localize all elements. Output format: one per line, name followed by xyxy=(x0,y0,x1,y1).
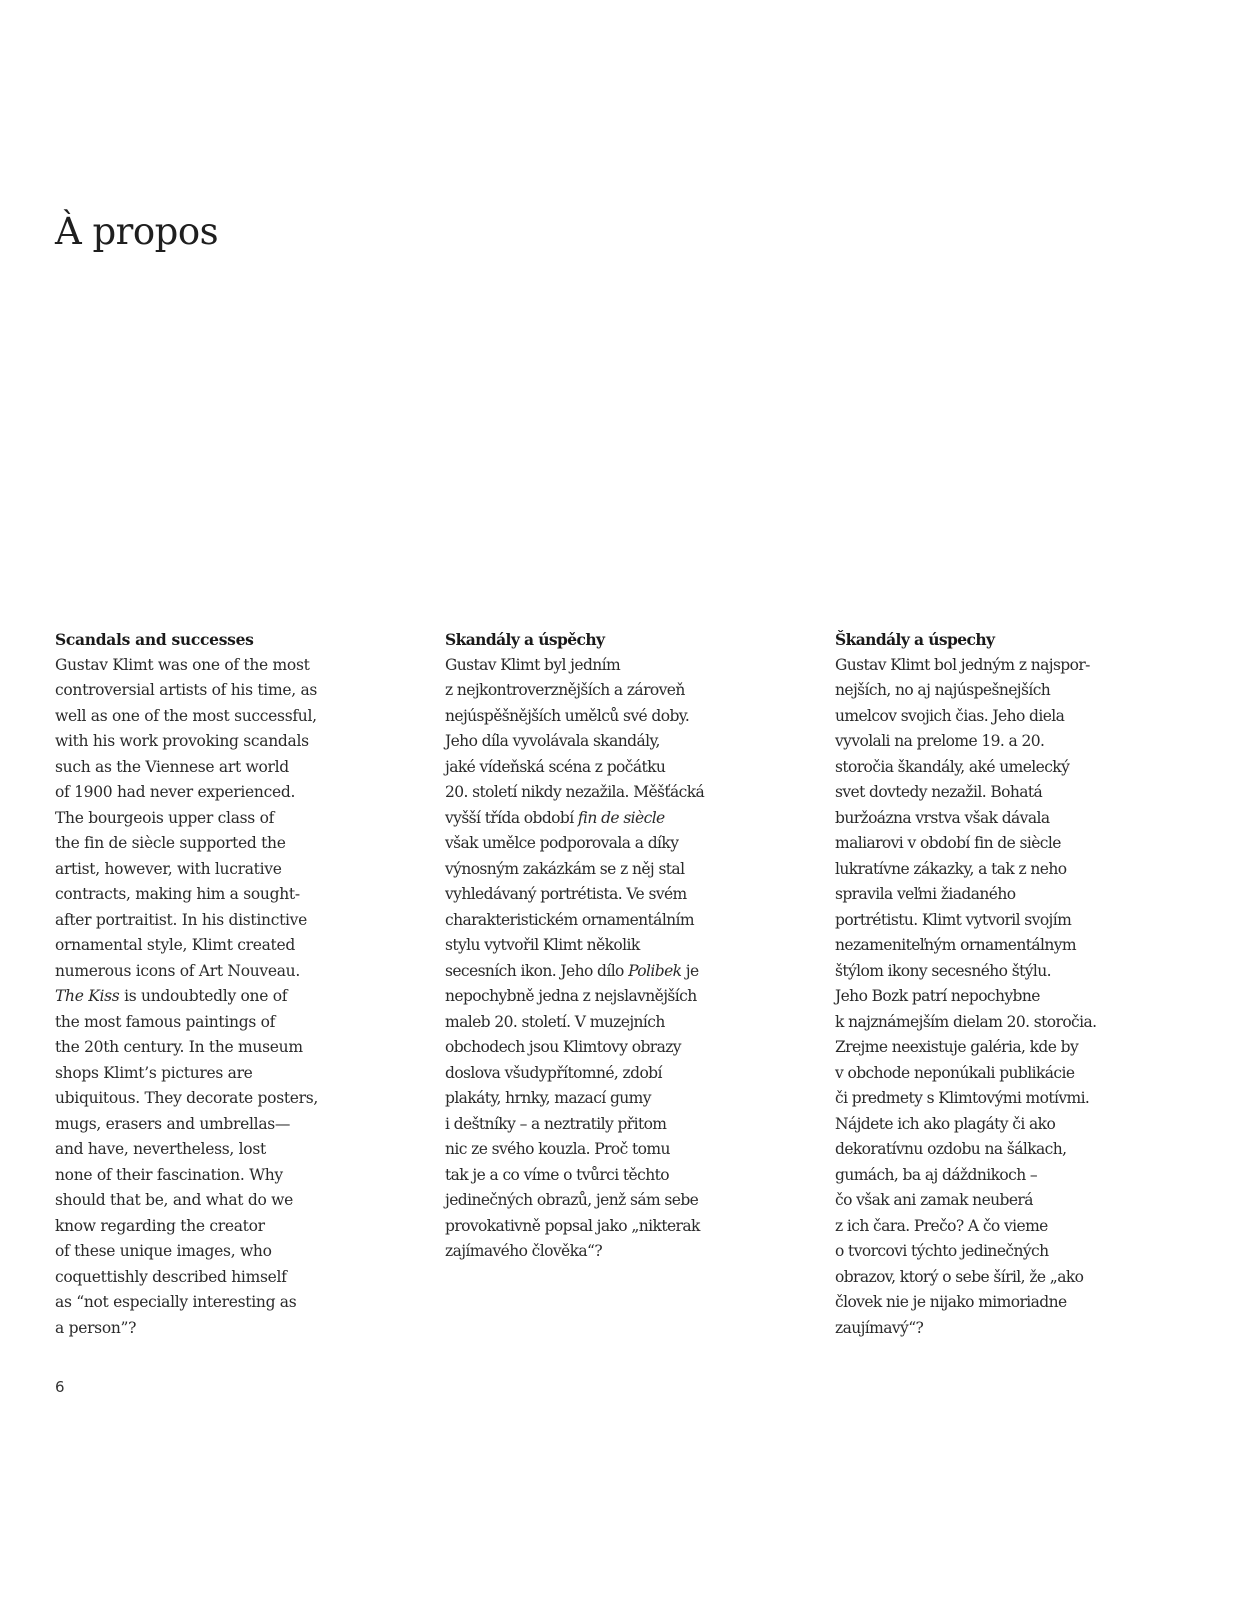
column-czech xyxy=(445,627,785,1265)
text-segment: know regarding the creator xyxy=(55,1216,265,1235)
text-segment: 20. století nikdy nezažila. Měšťácká xyxy=(445,783,705,801)
text-line xyxy=(835,882,1175,908)
text-segment: vyvolali na prelome 19. a 20. xyxy=(835,732,1045,750)
text-segment: the fin de siècle supported the xyxy=(55,834,286,852)
text-line xyxy=(445,1188,785,1214)
text-line xyxy=(55,1188,395,1214)
text-line xyxy=(445,1137,785,1163)
text-segment: after portraitist. In his distinctive xyxy=(55,910,307,929)
text-segment: štýlom ikony secesného štýlu. xyxy=(835,961,1051,980)
text-segment: zaujímavý“? xyxy=(835,1318,924,1337)
text-segment: plakáty, hrnky, mazací gumy xyxy=(445,1089,651,1107)
text-line xyxy=(55,1137,395,1163)
text-segment: o tvorcovi týchto jedinečných xyxy=(835,1242,1049,1260)
text-segment: tak je a co víme o tvůrci těchto xyxy=(445,1165,669,1184)
text-segment: the 20th century. In the museum xyxy=(55,1038,303,1056)
text-segment: coquettishly described himself xyxy=(55,1267,287,1286)
text-line xyxy=(445,1239,785,1265)
text-line xyxy=(835,678,1175,704)
text-line xyxy=(445,1035,785,1061)
text-line xyxy=(835,959,1175,985)
text-line xyxy=(445,882,785,908)
text-segment: controversial artists of his time, as xyxy=(55,681,318,699)
text-line xyxy=(55,933,395,959)
text-segment: portrétistu. Klimt vytvoril svojím xyxy=(835,910,1072,929)
text-segment: contracts, making him a sought- xyxy=(55,885,300,903)
text-line xyxy=(55,1239,395,1265)
text-line xyxy=(835,1239,1175,1265)
text-line xyxy=(445,984,785,1010)
text-segment: nejúspěšnějších umělců své doby. xyxy=(445,706,690,725)
text-line xyxy=(55,729,395,755)
text-segment: with his work provoking scandals xyxy=(55,732,309,750)
text-segment: Jeho díla vyvolávala skandály, xyxy=(445,732,660,750)
text-segment: shops Klimt’s pictures are xyxy=(55,1063,253,1082)
text-line xyxy=(835,780,1175,806)
text-line xyxy=(835,857,1175,883)
text-segment: Zrejme neexistuje galéria, kde by xyxy=(835,1038,1079,1056)
text-line xyxy=(445,780,785,806)
text-segment: doslova všudypřítomné, zdobí xyxy=(445,1063,662,1082)
text-segment: storočia škandály, aké umelecký xyxy=(835,757,1070,776)
text-line xyxy=(55,755,395,781)
text-segment: jedinečných obrazů, jenž sám sebe xyxy=(445,1191,699,1209)
text-line xyxy=(835,933,1175,959)
text-segment: stylu vytvořil Klimt několik xyxy=(445,936,640,954)
text-segment: jaké vídeňská scéna z počátku xyxy=(445,757,666,776)
italic-title: fin de siècle xyxy=(577,808,665,827)
text-line xyxy=(55,1214,395,1240)
text-segment: well as one of the most successful, xyxy=(55,706,317,725)
section-heading: Scandals and successes xyxy=(55,630,254,649)
text-segment: spravila veľmi žiadaného xyxy=(835,885,1016,903)
text-segment: a person”? xyxy=(55,1318,137,1337)
text-line xyxy=(835,1214,1175,1240)
column-slovak xyxy=(835,627,1175,1341)
text-segment: maleb 20. století. V muzejních xyxy=(445,1012,665,1031)
text-line xyxy=(55,1112,395,1138)
text-segment: nepochybně jedna z nejslavnějších xyxy=(445,987,697,1005)
text-segment: ubiquitous. They decorate posters, xyxy=(55,1089,319,1107)
text-line xyxy=(445,704,785,730)
text-segment: dekoratívnu ozdobu na šálkach, xyxy=(835,1140,1067,1158)
text-segment: The bourgeois upper class of xyxy=(55,808,275,827)
text-line xyxy=(835,806,1175,832)
page-title: À propos xyxy=(55,210,219,253)
text-segment: maliarovi v období fin de siècle xyxy=(835,834,1061,852)
text-line xyxy=(55,857,395,883)
text-segment: i deštníky – a neztratily přitom xyxy=(445,1114,667,1133)
text-segment: v obchode neponúkali publikácie xyxy=(835,1063,1075,1082)
text-segment: as “not especially interesting as xyxy=(55,1293,297,1311)
text-line xyxy=(55,831,395,857)
text-line xyxy=(445,1163,785,1189)
text-line xyxy=(55,704,395,730)
text-line xyxy=(445,933,785,959)
text-line xyxy=(835,1163,1175,1189)
text-segment: k najznámejším dielam 20. storočia. xyxy=(835,1012,1097,1031)
text-segment: should that be, and what do we xyxy=(55,1191,293,1209)
text-segment: the most famous paintings of xyxy=(55,1012,276,1031)
text-line xyxy=(835,831,1175,857)
text-segment: mugs, erasers and umbrellas— xyxy=(55,1114,291,1133)
text-segment: of 1900 had never experienced. xyxy=(55,783,296,801)
text-segment: však umělce podporovala a díky xyxy=(445,834,679,852)
text-line xyxy=(55,1061,395,1087)
text-segment: nezameniteľným ornamentálnym xyxy=(835,936,1076,954)
text-segment: provokativně popsal jako „nikterak xyxy=(445,1216,700,1235)
text-line xyxy=(835,1290,1175,1316)
text-line xyxy=(55,908,395,934)
text-segment: človek nie je nijako mimoriadne xyxy=(835,1293,1067,1311)
text-segment: z ich čara. Prečo? A čo vieme xyxy=(835,1216,1048,1235)
section-body xyxy=(445,653,785,1265)
text-segment: artist, however, with lucrative xyxy=(55,859,282,878)
text-line xyxy=(835,1265,1175,1291)
text-line xyxy=(55,780,395,806)
text-segment: is undoubtedly one of xyxy=(119,987,288,1005)
text-segment: secesních ikon. Jeho dílo xyxy=(445,961,629,980)
text-line xyxy=(55,806,395,832)
italic-title: The Kiss xyxy=(55,987,120,1005)
text-line xyxy=(445,1061,785,1087)
text-line xyxy=(445,831,785,857)
text-line xyxy=(55,1163,395,1189)
text-segment: ornamental style, Klimt created xyxy=(55,936,295,954)
text-segment: obrazov, ktorý o sebe šíril, že „ako xyxy=(835,1267,1084,1286)
text-segment: and have, nevertheless, lost xyxy=(55,1140,266,1158)
text-line xyxy=(835,1188,1175,1214)
text-segment: z nejkontroverznějších a zároveň xyxy=(445,681,685,699)
text-segment: lukratívne zákazky, a tak z neho xyxy=(835,859,1067,878)
text-segment: je xyxy=(681,961,699,980)
column-english xyxy=(55,627,395,1341)
text-line xyxy=(835,908,1175,934)
text-line xyxy=(445,729,785,755)
text-line xyxy=(445,1112,785,1138)
text-segment: gumách, ba aj dáždnikoch – xyxy=(835,1165,1038,1184)
text-segment: buržoázna vrstva však dávala xyxy=(835,808,1050,827)
text-segment: vyhledávaný portrétista. Ve svém xyxy=(445,885,687,903)
text-segment: charakteristickém ornamentálním xyxy=(445,910,695,929)
text-line xyxy=(445,806,785,832)
text-line xyxy=(55,1035,395,1061)
text-line xyxy=(55,1086,395,1112)
text-line xyxy=(835,653,1175,679)
text-line xyxy=(55,678,395,704)
text-segment: vyšší třída období xyxy=(445,808,578,827)
text-line xyxy=(835,1112,1175,1138)
text-segment: nejších, no aj najúspešnejších xyxy=(835,681,1051,699)
text-segment: of these unique images, who xyxy=(55,1242,272,1260)
section-body xyxy=(55,653,395,1342)
section-body xyxy=(835,653,1175,1342)
text-line xyxy=(835,1061,1175,1087)
text-line xyxy=(835,1086,1175,1112)
text-segment: zajímavého člověka“? xyxy=(445,1242,603,1260)
section-heading: Skandály a úspěchy xyxy=(445,630,605,649)
text-segment: či predmety s Klimtovými motívmi. xyxy=(835,1089,1090,1107)
text-line xyxy=(445,908,785,934)
text-line xyxy=(55,1316,395,1342)
text-line xyxy=(55,882,395,908)
text-line xyxy=(835,729,1175,755)
section-heading: Škandály a úspechy xyxy=(835,630,995,649)
text-segment: výnosným zakázkám se z něj stal xyxy=(445,859,685,878)
page-number: 6 xyxy=(55,1378,65,1396)
text-segment: such as the Viennese art world xyxy=(55,757,289,776)
text-line xyxy=(445,653,785,679)
text-line xyxy=(55,1265,395,1291)
text-line xyxy=(55,1010,395,1036)
text-line xyxy=(445,678,785,704)
text-line xyxy=(445,1214,785,1240)
text-line xyxy=(55,653,395,679)
text-line xyxy=(445,1086,785,1112)
text-line xyxy=(835,1035,1175,1061)
text-segment: svet dovtedy nezažil. Bohatá xyxy=(835,783,1043,801)
text-line xyxy=(835,1137,1175,1163)
text-line xyxy=(445,1010,785,1036)
text-line xyxy=(835,755,1175,781)
text-segment: nic ze svého kouzla. Proč tomu xyxy=(445,1140,670,1158)
text-segment: obchodech jsou Klimtovy obrazy xyxy=(445,1038,681,1056)
text-segment: Gustav Klimt byl jedním xyxy=(445,655,621,674)
text-segment: numerous icons of Art Nouveau. xyxy=(55,961,300,980)
text-segment: Nájdete ich ako plagáty či ako xyxy=(835,1114,1056,1133)
text-line xyxy=(445,857,785,883)
text-line xyxy=(835,704,1175,730)
text-segment: Jeho Bozk patrí nepochybne xyxy=(835,987,1040,1005)
text-segment: čo však ani zamak neuberá xyxy=(835,1191,1033,1209)
text-line xyxy=(835,984,1175,1010)
text-line xyxy=(55,984,395,1010)
text-segment: umelcov svojich čias. Jeho diela xyxy=(835,706,1065,725)
text-line xyxy=(445,755,785,781)
italic-title: Polibek xyxy=(628,961,682,980)
text-line xyxy=(445,959,785,985)
text-line xyxy=(835,1316,1175,1342)
text-segment: Gustav Klimt bol jedným z najspor- xyxy=(835,655,1090,674)
text-segment: none of their fascination. Why xyxy=(55,1165,283,1184)
text-line xyxy=(55,1290,395,1316)
text-line xyxy=(55,959,395,985)
text-segment: Gustav Klimt was one of the most xyxy=(55,655,310,674)
text-line xyxy=(835,1010,1175,1036)
